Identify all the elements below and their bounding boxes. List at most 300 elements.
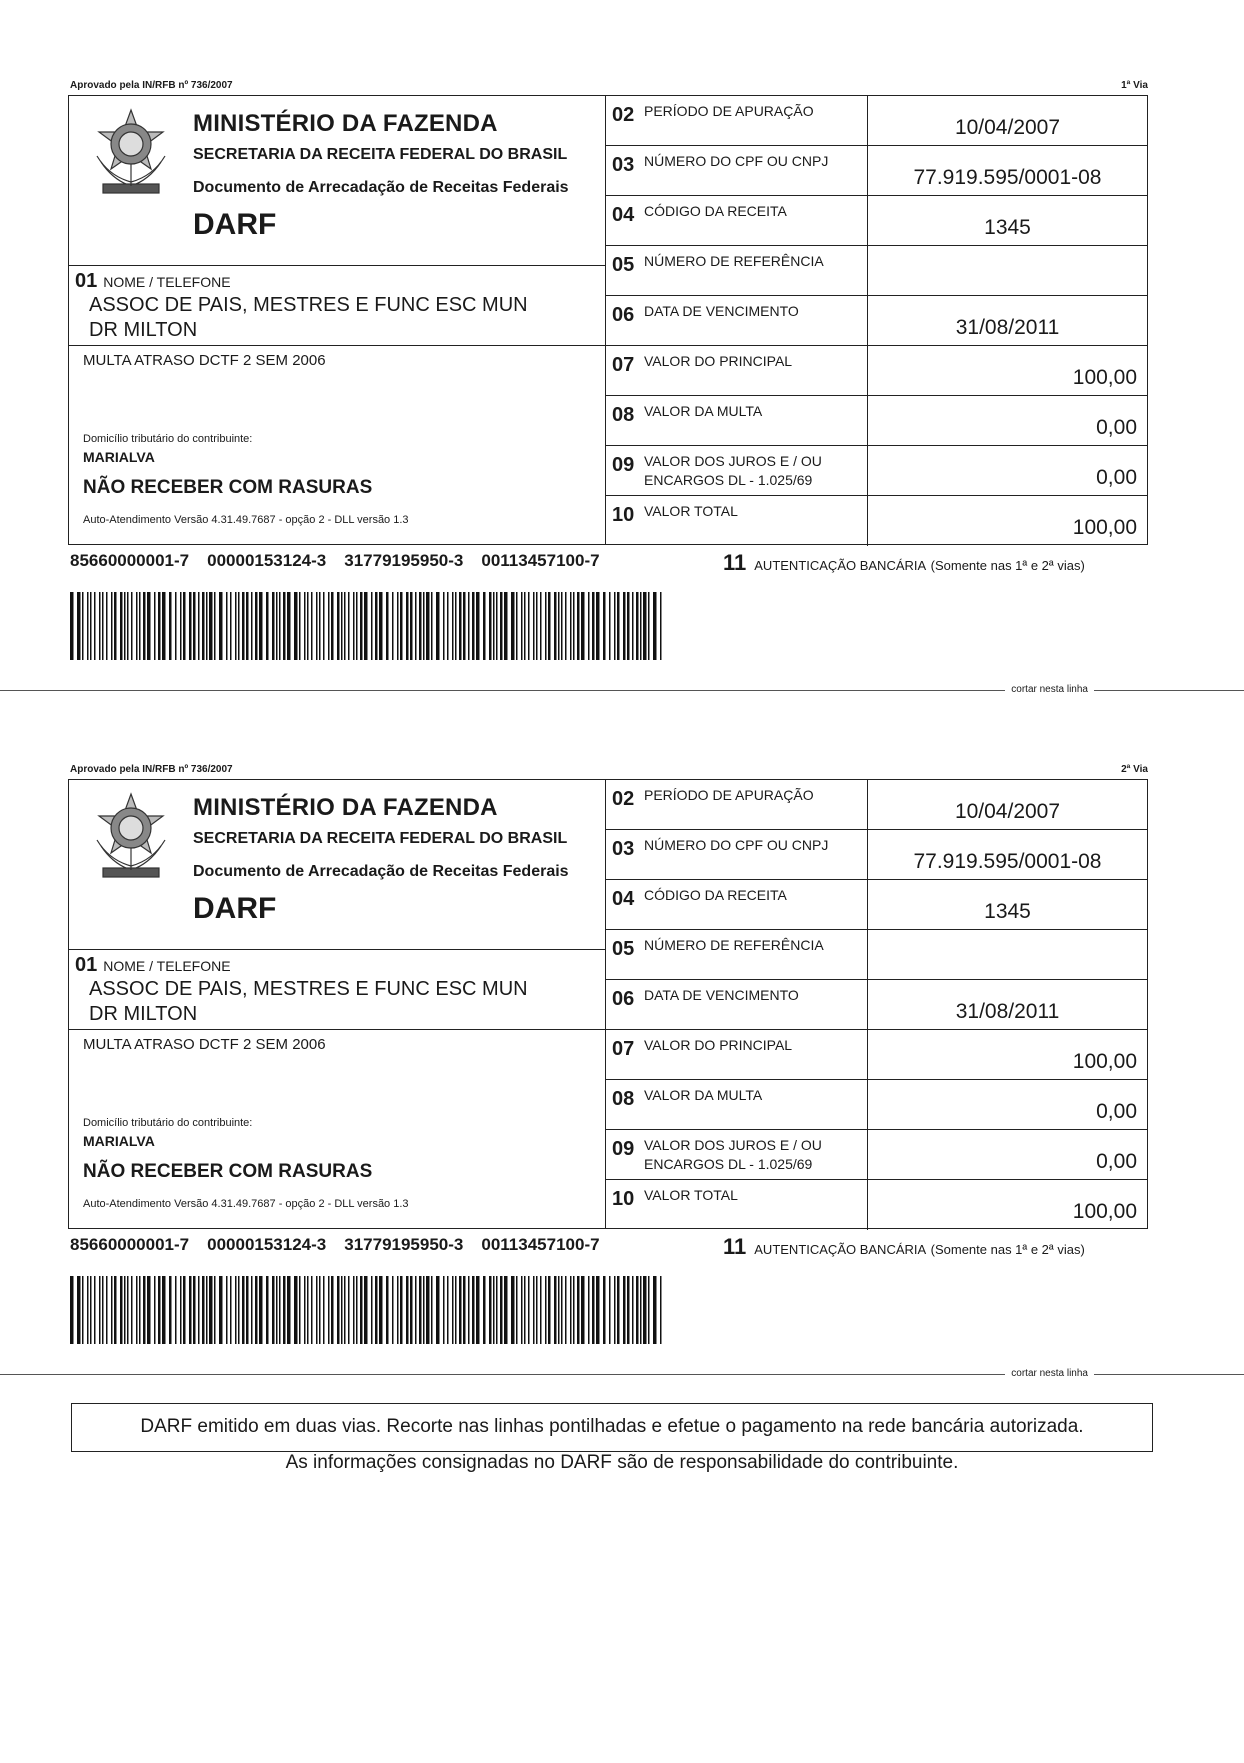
barcode-bar [114, 592, 117, 660]
cut-label: cortar nesta linha [1005, 1368, 1094, 1379]
barcode-bar [246, 592, 249, 660]
barcode-bar [189, 592, 192, 660]
barcode-bar [548, 1276, 551, 1344]
barcode-bar [323, 592, 325, 660]
barcode-bar [106, 592, 108, 660]
barcode-bar [206, 592, 208, 660]
secretaria-title: SECRETARIA DA RECEITA FEDERAL DO BRASIL [193, 830, 568, 847]
field-value-cell [868, 880, 1147, 929]
barcode-bar [540, 1276, 542, 1344]
code-group: 00113457100-7 [481, 551, 600, 570]
barcode-bar [452, 1276, 454, 1344]
barcode-bar [614, 1276, 616, 1344]
field-label-text: NÚMERO DE REFERÊNCIA [644, 253, 824, 269]
barcode-bar [588, 592, 590, 660]
barcode-bar [636, 1276, 639, 1344]
name-value [89, 977, 528, 1027]
barcode-bar [341, 592, 343, 660]
field-value: 0,00 [1096, 416, 1137, 439]
barcode-bar [189, 1276, 192, 1344]
barcode-bar [294, 592, 298, 660]
name-field-label [75, 270, 231, 293]
field-row-05 [606, 246, 1147, 296]
barcode-bar [511, 1276, 515, 1344]
barcode-bar [660, 1276, 662, 1344]
field-number: 02 [612, 104, 635, 126]
field-label-text: VALOR TOTAL [644, 1187, 738, 1203]
barcode-bar [114, 1276, 117, 1344]
barcode-bar [623, 592, 626, 660]
barcode-bar [596, 592, 600, 660]
barcode-bar [360, 1276, 363, 1344]
barcode-bar [154, 592, 156, 660]
darf-form [68, 779, 1148, 1229]
barcode-bar [279, 592, 281, 660]
barcode-bar [87, 592, 89, 660]
barcode-bar [304, 1276, 306, 1344]
barcode-bar [540, 592, 542, 660]
barcode-bar [127, 592, 129, 660]
field-label-cell [606, 346, 868, 395]
barcode-bar [447, 592, 449, 660]
barcode-bar [558, 1276, 560, 1344]
barcode-bar [99, 592, 101, 660]
barcode-bar [99, 1276, 101, 1344]
barcode-bar [561, 1276, 563, 1344]
barcode-bar [627, 1276, 630, 1344]
field-number: 06 [612, 988, 635, 1010]
approval-text: Aprovado pela IN/RFB nº 736/2007 [70, 80, 233, 91]
field-row-06 [606, 296, 1147, 346]
field-label-text: CÓDIGO DA RECEITA [644, 203, 787, 219]
field-label-text: NÚMERO DO CPF OU CNPJ [644, 153, 829, 169]
field-label-text: VALOR TOTAL [644, 503, 738, 519]
barcode-bar [331, 592, 334, 660]
auth-label: AUTENTICAÇÃO BANCÁRIA [754, 558, 927, 573]
barcode-bar [476, 1276, 480, 1344]
field-number: 08 [612, 1088, 635, 1110]
barcode-bar [272, 1276, 275, 1344]
field-number: 06 [612, 304, 635, 326]
field-label-text: VALOR DOS JUROS E / OU [644, 453, 822, 469]
darf-copy-2 [0, 762, 1244, 1442]
field-value: 31/08/2011 [955, 1000, 1060, 1023]
barcode-bar [226, 592, 228, 660]
instructions-box: DARF emitido em duas vias. Recorte nas linhas pontilhadas e efetue o pagamento na rede bancária autorizada. [71, 1403, 1153, 1452]
code-group: 31779195950-3 [344, 1235, 464, 1254]
field-row-09 [606, 446, 1147, 496]
barcode-bar [136, 1276, 138, 1344]
barcode-bar [476, 592, 480, 660]
field-row-08 [606, 396, 1147, 446]
code-group: 00000153124-3 [207, 551, 327, 570]
barcode-bar [596, 1276, 600, 1344]
field-number: 01 [75, 270, 98, 292]
barcode-bar [500, 1276, 503, 1344]
field-row-03 [606, 830, 1147, 880]
field-value-cell [868, 496, 1147, 546]
barcode-bar [653, 592, 657, 660]
barcode-bar [235, 592, 237, 660]
bank-authentication [723, 1234, 1085, 1260]
field-number: 10 [612, 1188, 635, 1210]
barcode-bar [431, 592, 433, 660]
barcode-bar [311, 1276, 313, 1344]
field-number: 03 [612, 838, 635, 860]
barcode-bar [516, 592, 518, 660]
field-number: 08 [612, 404, 635, 426]
field-label-cell [606, 496, 868, 546]
field-label-cell [606, 246, 868, 295]
code-group: 85660000001-7 [70, 1235, 190, 1254]
barcode-bar [463, 592, 466, 660]
barcode-bar [371, 592, 373, 660]
field-label-cell [606, 980, 868, 1029]
barcode-bar [623, 1276, 626, 1344]
barcode-bar [131, 592, 133, 660]
barcode-bar [565, 592, 567, 660]
barcode-bar [493, 1276, 495, 1344]
barcode-bar [536, 1276, 538, 1344]
rasuras-warning: NÃO RECEBER COM RASURAS [83, 477, 373, 498]
field-label [644, 1186, 738, 1205]
barcode-bar [400, 1276, 403, 1344]
barcode-bar [426, 592, 430, 660]
barcode-bar [489, 592, 492, 660]
barcode-bar [406, 592, 409, 660]
barcode-bar [175, 592, 177, 660]
field-value-cell [868, 246, 1147, 295]
field-row-02 [606, 96, 1147, 146]
barcode-bar [323, 1276, 325, 1344]
field-row-02 [606, 780, 1147, 830]
auto-atendimento: Auto-Atendimento Versão 4.31.49.7687 - opção 2 - DLL versão 1.3 [83, 514, 409, 526]
field-value-cell [868, 1030, 1147, 1079]
barcode-bar [341, 1276, 343, 1344]
field-row-10 [606, 496, 1147, 546]
barcode-bar [337, 592, 340, 660]
darf-title: DARF [193, 208, 277, 241]
barcode-bar [348, 1276, 350, 1344]
barcode-bar [319, 1276, 321, 1344]
barcode-bar [193, 592, 196, 660]
barcode-bar [392, 592, 394, 660]
barcode-bar [70, 592, 74, 660]
barcode-bar [554, 592, 557, 660]
barcode-bar [226, 1276, 228, 1344]
field-number: 10 [612, 504, 635, 526]
via-label: 2ª Via [1121, 764, 1148, 775]
barcode-bar [169, 1276, 172, 1344]
field-number: 02 [612, 788, 635, 810]
field-label [644, 886, 787, 905]
fields-panel [606, 96, 1147, 544]
barcode-bar [423, 592, 425, 660]
form-header [69, 780, 605, 950]
barcode-bar [147, 592, 151, 660]
field-value: 100,00 [1072, 366, 1137, 389]
field-number: 05 [612, 938, 635, 960]
barcode-bar [463, 1276, 466, 1344]
barcode-bar [640, 592, 642, 660]
barcode-bar [468, 592, 470, 660]
barcode-bar [230, 592, 232, 660]
fields-panel [606, 780, 1147, 1228]
barcode-bar [648, 592, 650, 660]
barcode-bar [120, 1276, 123, 1344]
barcode-bar [632, 592, 634, 660]
barcode-bar [640, 1276, 642, 1344]
barcode-bar [206, 1276, 208, 1344]
barcode-bar [592, 1276, 595, 1344]
barcode-bar [255, 1276, 258, 1344]
field-label-cell [606, 880, 868, 929]
code-group: 00113457100-7 [481, 1235, 600, 1254]
barcode-bar [356, 1276, 358, 1344]
field-value-cell [868, 980, 1147, 1029]
field-label-cell [606, 1130, 868, 1179]
barcode-bar [548, 592, 551, 660]
barcode-bar [356, 592, 358, 660]
barcode-bar [169, 592, 172, 660]
field-value: 77.919.595/0001-08 [913, 850, 1102, 873]
barcode-bar [592, 592, 595, 660]
barcode-bar [415, 592, 417, 660]
barcode-bar [528, 592, 530, 660]
field-label [644, 302, 799, 321]
field-label [644, 1136, 822, 1174]
via-label: 1ª Via [1121, 80, 1148, 91]
ministry-title: MINISTÉRIO DA FAZENDA [193, 110, 498, 137]
barcode-digits [70, 1235, 618, 1255]
field-number: 07 [612, 354, 635, 376]
field-label [644, 352, 792, 371]
barcode-bar [379, 592, 383, 660]
document-name: Documento de Arrecadação de Receitas Federais [193, 863, 569, 880]
field-label [644, 252, 824, 271]
field-label-text: PERÍODO DE APURAÇÃO [644, 103, 814, 119]
barcode-bar [198, 1276, 200, 1344]
field-value: 100,00 [1072, 516, 1137, 539]
barcode-bar [603, 1276, 606, 1344]
barcode-bar [415, 1276, 417, 1344]
field-row-09 [606, 1130, 1147, 1180]
name-field-label [75, 954, 231, 977]
code-group: 85660000001-7 [70, 551, 190, 570]
name-field [69, 266, 605, 346]
barcode-bar [360, 592, 363, 660]
field-label-text-2: ENCARGOS DL - 1.025/69 [644, 472, 813, 488]
auth-note: (Somente nas 1ª e 2ª vias) [930, 558, 1085, 573]
barcode-bar [158, 592, 161, 660]
barcode-bar [106, 1276, 108, 1344]
barcode-bar [500, 592, 503, 660]
field-label [644, 1036, 792, 1055]
domicilio-value: MARIALVA [83, 1133, 155, 1149]
barcode-bar [94, 592, 96, 660]
field-label-text: VALOR DOS JUROS E / OU [644, 1137, 822, 1153]
barcode-bar [521, 592, 523, 660]
barcode-bar [299, 592, 301, 660]
barcode-bar [202, 1276, 205, 1344]
barcode-bar [406, 1276, 409, 1344]
field-number: 11 [723, 550, 747, 575]
left-panel [69, 780, 606, 1228]
coat-of-arms-icon [87, 790, 175, 882]
field-label-cell [606, 1030, 868, 1079]
name-field [69, 950, 605, 1030]
field-label [644, 836, 828, 855]
description: MULTA ATRASO DCTF 2 SEM 2006 [83, 352, 326, 369]
barcode-bar [102, 592, 104, 660]
barcode-bar [246, 1276, 249, 1344]
barcode-bar [496, 592, 498, 660]
field-label [644, 986, 799, 1005]
barcode-bar [90, 1276, 92, 1344]
barcode-bar [328, 1276, 330, 1344]
barcode-bar [561, 592, 563, 660]
barcode-bar [307, 1276, 309, 1344]
barcode-bar [588, 1276, 590, 1344]
field-label [644, 936, 824, 955]
barcode-bar [219, 1276, 223, 1344]
field-label-cell [606, 296, 868, 345]
field-number: 04 [612, 204, 635, 226]
barcode-bar [521, 1276, 523, 1344]
barcode-bar [426, 1276, 430, 1344]
field-label [644, 786, 814, 805]
barcode-bar [180, 1276, 182, 1344]
field-number: 09 [612, 1138, 635, 1160]
barcode-bar [294, 1276, 298, 1344]
left-panel [69, 96, 606, 544]
barcode-bar [183, 1276, 186, 1344]
barcode-bar [533, 1276, 535, 1344]
field-label [644, 1086, 762, 1105]
barcode-bar [573, 1276, 575, 1344]
barcode-bar [193, 1276, 196, 1344]
barcode-bar [573, 592, 575, 660]
field-label-text: PERÍODO DE APURAÇÃO [644, 787, 814, 803]
barcode-bar [331, 1276, 334, 1344]
barcode-bar [124, 592, 126, 660]
barcode-bar [242, 592, 245, 660]
field-value-cell [868, 930, 1147, 979]
barcode-bar [455, 1276, 457, 1344]
barcode-bar [120, 592, 123, 660]
barcode [70, 1276, 664, 1344]
bank-authentication [723, 550, 1085, 576]
barcode-bar [511, 592, 515, 660]
domicilio-value: MARIALVA [83, 449, 155, 465]
field-row-05 [606, 930, 1147, 980]
barcode-bar [77, 1276, 81, 1344]
barcode-bar [617, 1276, 620, 1344]
barcode-bar [266, 1276, 269, 1344]
field-value: 77.919.595/0001-08 [913, 166, 1102, 189]
barcode-bar [287, 1276, 291, 1344]
barcode-bar [202, 592, 205, 660]
field-row-03 [606, 146, 1147, 196]
barcode-bar [143, 592, 146, 660]
field-number: 05 [612, 254, 635, 276]
barcode-bar [111, 1276, 113, 1344]
field-label-text-2: ENCARGOS DL - 1.025/69 [644, 1156, 813, 1172]
cut-label: cortar nesta linha [1005, 684, 1094, 695]
barcode-bar [375, 1276, 378, 1344]
secretaria-title: SECRETARIA DA RECEITA FEDERAL DO BRASIL [193, 146, 568, 163]
barcode-bar [102, 1276, 104, 1344]
barcode-bar [536, 592, 538, 660]
code-group: 00000153124-3 [207, 1235, 327, 1254]
barcode-bar [410, 592, 413, 660]
field-value: 100,00 [1072, 1200, 1137, 1223]
barcode-bar [353, 1276, 355, 1344]
field-value-cell [868, 96, 1147, 145]
barcode-bar [77, 592, 81, 660]
barcode-bar [379, 1276, 383, 1344]
barcode-bar [436, 592, 440, 660]
field-label-text: NÚMERO DO CPF OU CNPJ [644, 837, 829, 853]
barcode [70, 592, 664, 660]
barcode-bar [183, 592, 186, 660]
barcode-bar [617, 592, 620, 660]
darf-copy-1 [0, 78, 1244, 758]
barcode-bar [632, 1276, 634, 1344]
barcode-bar [447, 1276, 449, 1344]
field-number: 09 [612, 454, 635, 476]
barcode-bar [124, 1276, 126, 1344]
field-value-cell [868, 196, 1147, 245]
barcode-bar [143, 1276, 146, 1344]
barcode-bar [127, 1276, 129, 1344]
barcode-bar [251, 1276, 253, 1344]
field-number: 01 [75, 954, 98, 976]
barcode-bar [614, 592, 616, 660]
barcode-bar [643, 592, 647, 660]
barcode-bar [279, 1276, 281, 1344]
barcode-bar [344, 592, 346, 660]
barcode-bar [162, 592, 166, 660]
barcode-bar [400, 592, 403, 660]
barcode-bar [609, 592, 611, 660]
barcode-bar [180, 592, 182, 660]
barcode-bar [198, 592, 200, 660]
barcode-bar [209, 1276, 213, 1344]
form-header [69, 96, 605, 266]
responsibility-note: As informações consignadas no DARF são de responsabilidade do contribuinte. [285, 1452, 959, 1473]
document-name: Documento de Arrecadação de Receitas Federais [193, 179, 569, 196]
field-label-cell [606, 1180, 868, 1230]
auth-label: AUTENTICAÇÃO BANCÁRIA [754, 1242, 927, 1257]
barcode-bar [493, 592, 495, 660]
barcode-bar [214, 592, 216, 660]
barcode-bar [82, 592, 84, 660]
barcode-digits [70, 551, 618, 571]
field-row-04 [606, 880, 1147, 930]
description: MULTA ATRASO DCTF 2 SEM 2006 [83, 1036, 326, 1053]
barcode-bar [643, 1276, 647, 1344]
barcode-bar [386, 1276, 389, 1344]
barcode-bar [304, 592, 306, 660]
field-number: 07 [612, 1038, 635, 1060]
field-label-cell [606, 780, 868, 829]
field-value-cell [868, 1080, 1147, 1129]
barcode-bar [276, 592, 278, 660]
barcode-bar [528, 1276, 530, 1344]
field-label: NOME / TELEFONE [103, 274, 231, 290]
field-value: 0,00 [1096, 1150, 1137, 1173]
